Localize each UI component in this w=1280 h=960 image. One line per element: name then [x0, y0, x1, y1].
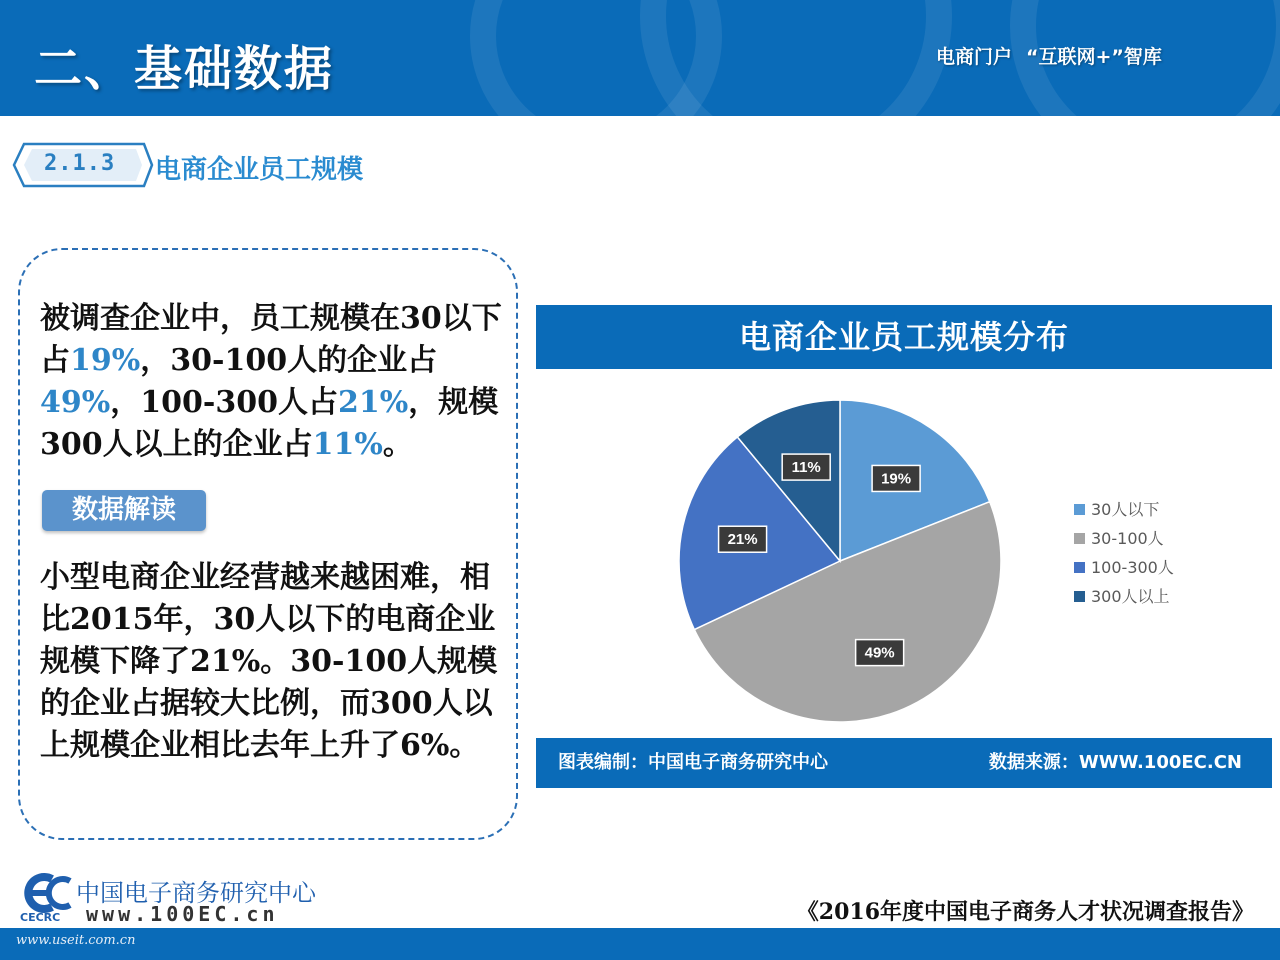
header-bar [0, 0, 1280, 116]
svg-text:300人以上: 300人以上 [1091, 587, 1170, 606]
legend-item [1074, 529, 1164, 548]
svg-text:49%: 49% [864, 644, 895, 662]
legend-item [1074, 587, 1170, 606]
section-number: 2.1.3 [44, 151, 116, 176]
legend-item [1074, 500, 1159, 519]
svg-text:11%: 11% [791, 459, 821, 477]
header-tagline [936, 42, 1162, 69]
svg-text:100-300人: 100-300人 [1091, 558, 1174, 577]
chart-title-banner: 电商企业员工规模分布 [536, 305, 1272, 369]
data-reading-label: 数据解读 [42, 490, 206, 531]
legend-item [1074, 558, 1174, 577]
section-title: 电商企业员工规模 [155, 155, 364, 185]
tagline-portal: 电商门户 [936, 46, 1013, 68]
bottom-bar [0, 928, 1280, 960]
summary-text: ，规模300人以上的企业占 [40, 385, 499, 462]
highlight-value: 11% [312, 427, 383, 462]
cecrc-logo-icon [18, 873, 76, 913]
org-name: 中国电子商务研究中心 [76, 879, 316, 907]
highlight-value: 49% [40, 385, 111, 420]
svg-text:30人以下: 30人以下 [1091, 500, 1160, 519]
summary-text: ，30-100人的企业占 [140, 343, 438, 378]
chart-source: 数据来源：WWW.100EC.CN [988, 752, 1242, 773]
org-abbr: CECRC [20, 911, 61, 924]
svg-text:30-100人: 30-100人 [1091, 529, 1164, 548]
summary-text: 。 [382, 427, 413, 462]
pie-data-label [856, 640, 904, 666]
report-title: 《2016年度中国电子商务人才状况调查报告》 [796, 899, 1254, 925]
highlight-value: 21% [337, 385, 409, 420]
org-url: www.100EC.cn [86, 902, 279, 926]
pie-data-label [719, 526, 767, 552]
pie-data-label [782, 454, 830, 480]
page-title: 二、基础数据 [34, 41, 335, 97]
highlight-value: 19% [70, 343, 141, 378]
decorative-ring [640, 0, 952, 116]
summary-text: 被调查企业中，员工规模在30以下占 [40, 301, 502, 378]
watermark: www.useit.com.cn [16, 933, 136, 948]
summary-text: ，100-300人占 [110, 385, 338, 420]
reading-paragraph: 小型电商企业经营越来越困难，相比2015年，30人以下的电商企业规模下降了21%。30-100人规模的企业占据较大比例，而300人以上规模企业相比去年上升了6%。 [40, 560, 498, 763]
chart-footer [536, 738, 1272, 788]
tagline-thinktank: “互联网+”智库 [1026, 46, 1162, 68]
svg-text:19%: 19% [881, 470, 912, 488]
pie-chart [536, 369, 1272, 737]
summary-paragraph [40, 298, 510, 466]
svg-text:21%: 21% [727, 531, 758, 549]
chart-credit: 图表编制：中国电子商务研究中心 [558, 752, 828, 773]
pie-data-label [872, 465, 920, 491]
